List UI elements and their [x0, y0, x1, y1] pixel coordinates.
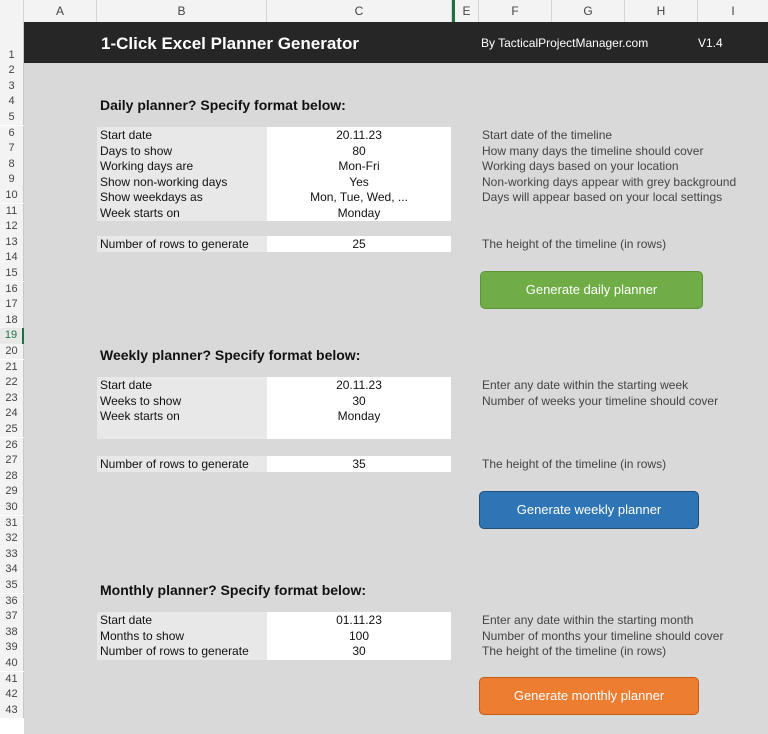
weekly-heading: Weekly planner? Specify format below: [100, 347, 361, 363]
row-header-6[interactable]: 6 [0, 126, 24, 142]
weekly-desc-start-date: Enter any date within the starting week [482, 378, 689, 392]
app-title: 1-Click Excel Planner Generator [101, 34, 359, 53]
row-header-32[interactable]: 32 [0, 531, 24, 547]
row-header-4[interactable]: 4 [0, 94, 24, 110]
col-header-g[interactable]: G [552, 0, 625, 22]
row-header-26[interactable]: 26 [0, 438, 24, 454]
row-header-10[interactable]: 10 [0, 188, 24, 204]
daily-non-working-field[interactable]: Yes [349, 174, 369, 189]
row-header-8[interactable]: 8 [0, 157, 24, 173]
daily-label-days: Days to show [100, 143, 173, 158]
row-header-40[interactable]: 40 [0, 656, 24, 672]
row-header-35[interactable]: 35 [0, 578, 24, 594]
row-header-1[interactable]: 1 [0, 48, 24, 64]
daily-start-date-field[interactable]: 20.11.23 [336, 128, 382, 142]
weekly-week-start-field[interactable]: Monday [337, 409, 381, 424]
row-header-22[interactable]: 22 [0, 375, 24, 391]
col-header-i[interactable]: I [731, 4, 735, 18]
monthly-label-months: Months to show [100, 628, 185, 643]
daily-desc-start-date: Start date of the timeline [482, 128, 613, 142]
monthly-desc-start-date: Enter any date within the starting month [482, 613, 694, 627]
daily-days-field[interactable]: 80 [352, 143, 366, 158]
weekly-label-weeks: Weeks to show [100, 393, 182, 408]
row-header-38[interactable]: 38 [0, 625, 24, 641]
row-header-23[interactable]: 23 [0, 391, 24, 407]
weekly-desc-weeks: Number of weeks your timeline should cover [482, 393, 719, 408]
row-header-25[interactable]: 25 [0, 422, 24, 438]
row-header-36[interactable]: 36 [0, 594, 24, 610]
daily-heading: Daily planner? Specify format below: [100, 97, 346, 113]
row-header-14[interactable]: 14 [0, 250, 24, 266]
column-header-bar [0, 0, 768, 23]
daily-weekdays-field[interactable]: Mon, Tue, Wed, ... [310, 190, 408, 205]
generate-weekly-button[interactable]: Generate weekly planner [479, 491, 699, 529]
version-label: V1.4 [698, 36, 723, 50]
weekly-start-date-field[interactable]: 20.11.23 [336, 378, 382, 392]
row-header-43[interactable]: 43 [0, 703, 24, 719]
col-header-b[interactable]: B [97, 0, 267, 22]
col-header-h[interactable]: H [625, 0, 698, 22]
row-header-9[interactable]: 9 [0, 172, 24, 188]
row-header-2[interactable]: 2 [0, 63, 24, 79]
daily-desc-working-days: Working days based on your location [482, 159, 679, 174]
daily-desc-days: How many days the timeline should cover [482, 143, 704, 158]
row-header-37[interactable]: 37 [0, 609, 24, 625]
weekly-rows-label: Number of rows to generate [100, 456, 249, 471]
author-credit: By TacticalProjectManager.com [481, 36, 649, 50]
monthly-rows-field[interactable]: 30 [352, 644, 366, 659]
col-header-f[interactable]: F [479, 0, 552, 22]
title-banner [24, 22, 768, 63]
daily-label-working-days: Working days are [100, 159, 194, 174]
daily-desc-weekdays: Days will appear based on your local settings [482, 190, 723, 205]
row-header-5[interactable]: 5 [0, 110, 24, 126]
daily-desc-non-working: Non-working days appear with grey background [482, 174, 737, 189]
select-all-corner[interactable] [0, 0, 24, 22]
daily-rows-label: Number of rows to generate [100, 236, 249, 251]
col-header-e[interactable]: E [455, 0, 479, 22]
monthly-heading: Monthly planner? Specify format below: [100, 582, 367, 598]
row-header-31[interactable]: 31 [0, 516, 24, 532]
row-header-15[interactable]: 15 [0, 266, 24, 282]
col-header-a[interactable]: A [24, 0, 97, 22]
weekly-label-start-date: Start date [100, 378, 153, 392]
monthly-desc-months: Number of months your timeline should cover [482, 628, 724, 643]
row-header-42[interactable]: 42 [0, 687, 24, 703]
row-header-20[interactable]: 20 [0, 344, 24, 360]
weekly-weeks-field[interactable]: 30 [352, 393, 366, 408]
daily-week-start-field[interactable]: Monday [337, 206, 381, 220]
daily-label-start-date: Start date [100, 128, 153, 142]
row-header-3[interactable]: 3 [0, 79, 24, 95]
row-header-27[interactable]: 27 [0, 453, 24, 469]
daily-rows-desc: The height of the timeline (in rows) [482, 236, 667, 251]
row-header-29[interactable]: 29 [0, 484, 24, 500]
daily-working-days-field[interactable]: Mon-Fri [338, 159, 380, 174]
monthly-label-rows: Number of rows to generate [100, 644, 249, 659]
row-header-13[interactable]: 13 [0, 235, 24, 251]
daily-rows-field[interactable]: 25 [352, 236, 366, 251]
monthly-desc-rows: The height of the timeline (in rows) [482, 644, 667, 659]
daily-label-weekdays: Show weekdays as [100, 190, 203, 205]
weekly-label-week-start: Week starts on [100, 409, 180, 424]
row-header-11[interactable]: 11 [0, 204, 24, 220]
monthly-months-field[interactable]: 100 [348, 628, 370, 643]
row-header-19[interactable]: 19 [0, 328, 24, 344]
row-header-21[interactable]: 21 [0, 360, 24, 376]
weekly-rows-desc: The height of the timeline (in rows) [482, 456, 667, 471]
monthly-label-start-date: Start date [100, 613, 153, 627]
row-header-17[interactable]: 17 [0, 297, 24, 313]
daily-label-week-start: Week starts on [100, 206, 180, 220]
row-header-41[interactable]: 41 [0, 672, 24, 688]
row-header-30[interactable]: 30 [0, 500, 24, 516]
row-header-39[interactable]: 39 [0, 640, 24, 656]
generate-daily-button[interactable]: Generate daily planner [480, 271, 703, 309]
row-header-28[interactable]: 28 [0, 469, 24, 485]
row-header-16[interactable]: 16 [0, 282, 24, 298]
row-header-7[interactable]: 7 [0, 141, 24, 157]
daily-label-non-working: Show non-working days [100, 174, 228, 189]
generate-monthly-button[interactable]: Generate monthly planner [479, 677, 699, 715]
row-header-34[interactable]: 34 [0, 562, 24, 578]
col-header-c[interactable]: C [267, 0, 452, 22]
row-header-12[interactable]: 12 [0, 219, 24, 235]
monthly-start-date-field[interactable]: 01.11.23 [336, 613, 382, 627]
weekly-rows-field[interactable]: 35 [352, 456, 366, 471]
row-header-spacer [0, 22, 24, 48]
row-header-33[interactable]: 33 [0, 547, 24, 563]
row-header-24[interactable]: 24 [0, 406, 24, 422]
row-header-18[interactable]: 18 [0, 313, 24, 329]
